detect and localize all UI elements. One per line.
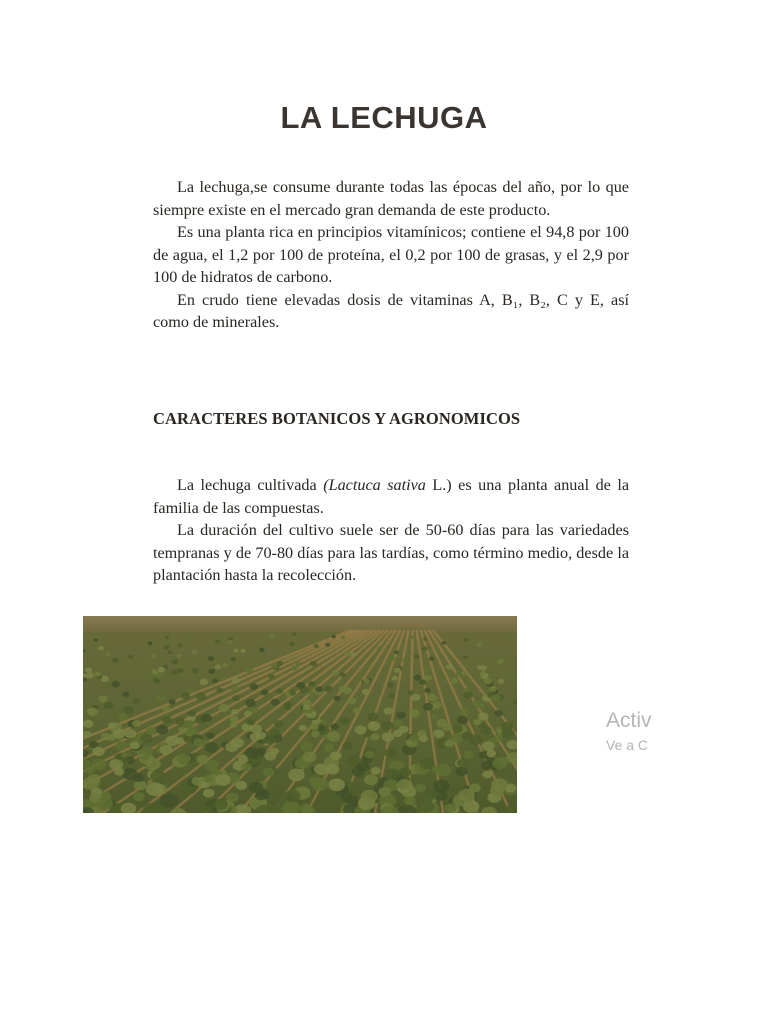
section-paragraph: La duración del cultivo suele ser de 50-60 días para las variedades tempranas y de 70-80 días para las tardías, como término medio, desde la plantación hasta la recolección. — [153, 521, 629, 584]
section-paragraph — [153, 474, 629, 519]
watermark-line: Activ — [606, 709, 652, 732]
intro-text — [153, 176, 629, 334]
section-text — [153, 474, 629, 587]
lettuce-field-photo — [83, 616, 517, 813]
intro-paragraph: Es una planta rica en principios vitamínicos; contiene el 94,8 por 100 de agua, el 1,2 por 100 de proteína, el 0,2 por 100 de grasas, y el 2,9 por 100 de hidratos de carbono. — [153, 223, 629, 286]
page-title: LA LECHUGA — [280, 100, 488, 135]
intro-paragraph: La lechuga,se consume durante todas las épocas del año, por lo que siempre existe en el mercado gran demanda de este producto. — [153, 178, 629, 219]
section-heading: CARACTERES BOTANICOS Y AGRONOMICOS — [153, 409, 521, 428]
paragraph-text: L.) es una planta anual de la familia de las compuestas. — [153, 476, 630, 517]
intro-paragraph: En crudo tiene elevadas dosis de vitaminas A, B₁, B₂, C y E, así como de minerales. — [153, 290, 629, 331]
lettuce-field-image — [83, 616, 517, 813]
paragraph-text: La lechuga cultivada — [177, 476, 324, 494]
activation-watermark — [606, 707, 662, 755]
scientific-name: (Lactuca sativa — [323, 476, 426, 494]
watermark-line: Ve a C — [606, 737, 649, 753]
